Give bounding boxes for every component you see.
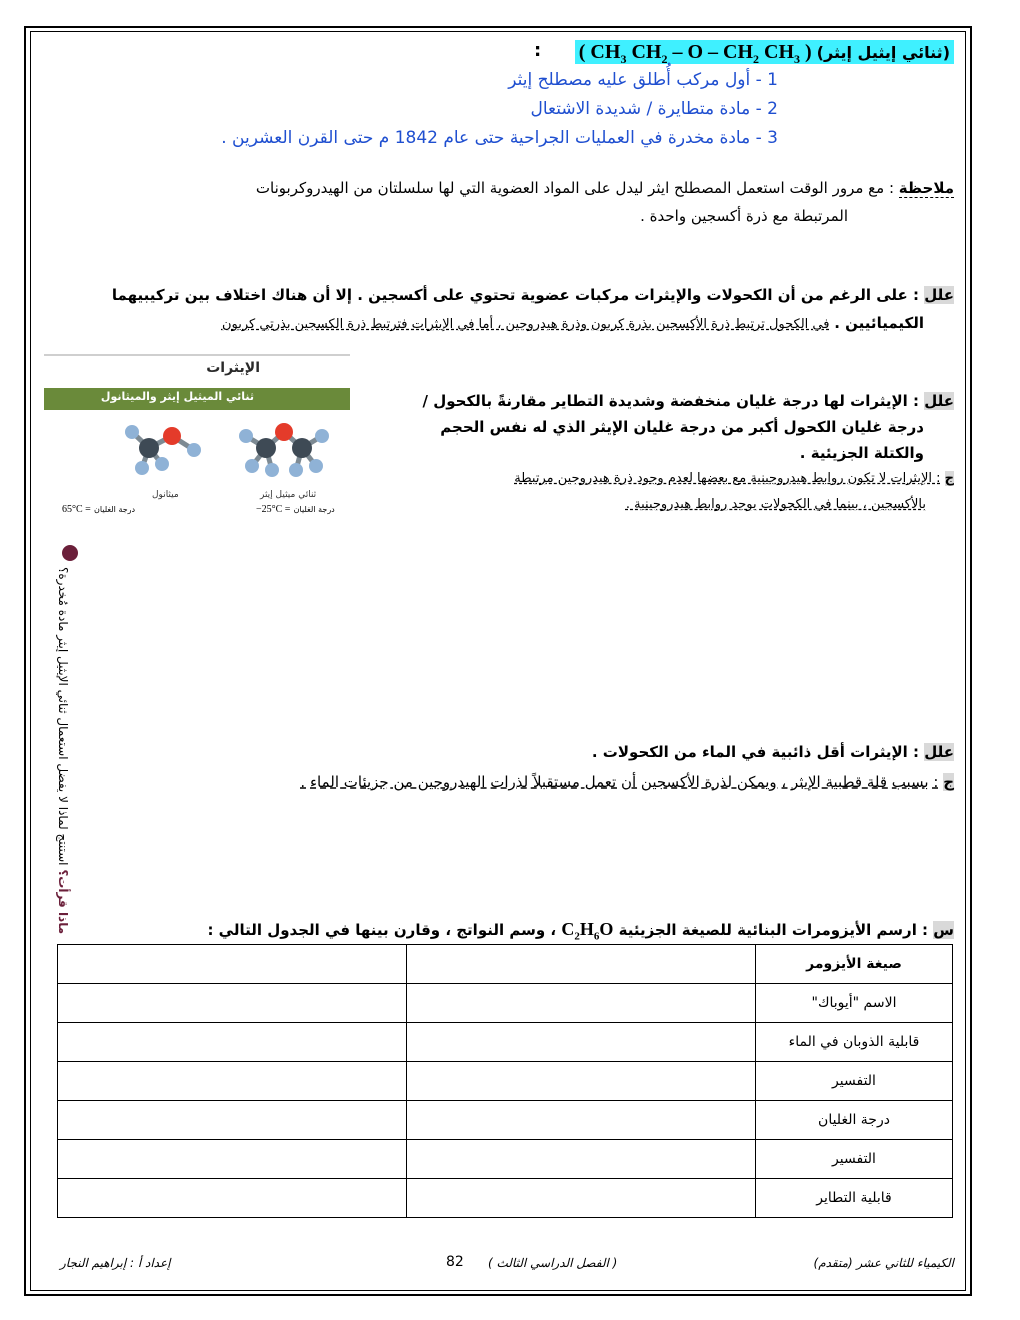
table-cell[interactable] xyxy=(58,1140,407,1179)
question-1 xyxy=(76,281,954,339)
side-note-heading: ماذا قرأت؟ xyxy=(56,869,70,935)
side-note xyxy=(58,545,82,940)
dimethyl-ether-molecule xyxy=(239,423,329,477)
table-row-label: الاسم "أيوباك" xyxy=(756,984,953,1023)
table-row xyxy=(58,1101,953,1140)
table-row xyxy=(58,945,953,984)
table-row xyxy=(58,1140,953,1179)
question-2-answer-2: بالأكسجين ، بينما في الكحولات يوجد روابط هيدروجينية . xyxy=(625,497,926,512)
table-row-label: صيغة الأيزومر xyxy=(756,945,953,984)
question-2-text-3: والكتلة الجزيئية . xyxy=(799,444,924,462)
intro-item: 2 - مادة متطايرة / شديدة الاشتعال xyxy=(530,99,778,119)
header-title: (ثنائي إيثيل إيثر) xyxy=(816,43,950,62)
table-cell[interactable] xyxy=(407,984,756,1023)
table-cell[interactable] xyxy=(58,1062,407,1101)
note-block xyxy=(96,174,954,230)
methanol-bp: 65°C = درجة الغليان xyxy=(62,504,136,515)
table-cell[interactable] xyxy=(58,945,407,984)
table-row-label: قابلية الذوبان في الماء xyxy=(756,1023,953,1062)
table-row-label: التفسير xyxy=(756,1062,953,1101)
footer-author: إعداد أ : إبراهيم النجار xyxy=(60,1256,171,1270)
table-cell[interactable] xyxy=(407,1140,756,1179)
figure-title: الإيثرات xyxy=(206,360,260,376)
question-3-answer: : بسبب قلة قطبية الإيثر ، ويمكن لذرة الأكسجين أن تعمل مستقبلاً لذرات الهيدروجين من جزيئات الماء . xyxy=(300,773,939,791)
methanol-label: ميثانول xyxy=(152,490,179,500)
figure-band: ثنائي الميثيل إيثر والميثانول xyxy=(44,388,350,410)
isomer-comparison-table xyxy=(57,944,953,1218)
table-cell[interactable] xyxy=(58,1023,407,1062)
question-2 xyxy=(380,388,954,518)
question-3-tag: علل xyxy=(924,743,954,761)
table-cell[interactable] xyxy=(58,1179,407,1218)
question-2-tag: علل xyxy=(924,392,954,410)
table-cell[interactable] xyxy=(58,984,407,1023)
intro-item: 1 - أول مركب أُطلق عليه مصطلح إيثر xyxy=(508,70,778,90)
table-row-label: قابلية التطاير xyxy=(756,1179,953,1218)
question-4-text: : ارسم الأيزومرات البنائية للصيغة الجزيئية xyxy=(618,921,929,939)
dimethyl-ether-bp: −25°C = درجة الغليان xyxy=(256,504,335,515)
table-row-label: التفسير xyxy=(756,1140,953,1179)
table-cell[interactable] xyxy=(407,1179,756,1218)
question-1-text: : على الرغم من أن الكحولات والإيثرات مركبات عضوية تحتوي على أكسجين . إلا أن هناك اختلاف بين تركيبيهما xyxy=(111,286,919,304)
methanol-molecule xyxy=(125,425,201,475)
table-cell[interactable] xyxy=(407,945,756,984)
dimethyl-ether-label: ثنائي ميثيل إيثر xyxy=(260,490,317,500)
question-2-answer: : الإيثرات لا تكون روابط هيدروجينية مع بعضها لعدم وجود ذرة هيدروجين مرتبطة xyxy=(514,471,941,486)
note-text-2: المرتبطة مع ذرة أكسجين واحدة . xyxy=(640,207,848,225)
note-text: : مع مرور الوقت استعمل المصطلح ايثر ليدل على المواد العضوية التي لها سلسلتان من الهيدروكربونات xyxy=(255,179,895,197)
question-1-answer: في الكحول ترتبط ذرة الأكسجين بذرة كربون وذرة هيدروجين ، أما في الإيثرات فترتبط ذرة الكسجين بذرتي كربون xyxy=(221,317,830,332)
table-row xyxy=(58,1023,953,1062)
footer xyxy=(60,1256,954,1276)
section-header xyxy=(520,40,954,64)
header-colon: : xyxy=(534,40,542,61)
table-row xyxy=(58,984,953,1023)
table-cell[interactable] xyxy=(407,1101,756,1140)
question-1-tag: علل xyxy=(924,286,954,304)
table-cell[interactable] xyxy=(58,1101,407,1140)
side-note-text: استنتج لماذا لا يفضل استعمال ثنائي الإيثيل إيثر مادة مُخدرة؟ xyxy=(56,567,70,866)
table-cell[interactable] xyxy=(407,1023,756,1062)
page-number: 82 xyxy=(446,1254,464,1270)
question-4-formula: $C_2H_6O$ xyxy=(561,919,614,943)
footer-course: الكيمياء للثاني عشر (متقدم) xyxy=(813,1256,954,1270)
table-row-label: درجة الغليان xyxy=(756,1101,953,1140)
question-3-text: : الإيثرات أقل ذائبية في الماء من الكحولات . xyxy=(591,743,919,761)
question-2-answer-tag: ج xyxy=(944,471,954,486)
table-row xyxy=(58,1062,953,1101)
question-3 xyxy=(160,737,954,797)
intro-list xyxy=(150,66,778,153)
question-2-text-2: درجة غليان الكحول أكبر من درجة غليان الإيثر الذي له نفس الحجم xyxy=(440,418,924,436)
question-2-text: : الإيثرات لها درجة غليان منخفضة وشديدة التطاير مقارنةً بالكحول / xyxy=(422,392,919,410)
table-row xyxy=(58,1179,953,1218)
question-1-text-2: الكيميائيين . xyxy=(834,314,924,332)
footer-term: ( الفصل الدراسي الثالث ) xyxy=(488,1256,618,1270)
question-4-tag: س xyxy=(933,921,954,939)
note-label: ملاحظة xyxy=(898,179,954,197)
table-cell[interactable] xyxy=(407,1062,756,1101)
question-4-text-2: ، وسم النواتج ، وقارن بينها في الجدول التالي : xyxy=(207,921,557,939)
intro-item: 3 - مادة مخدرة في العمليات الجراحية حتى عام 1842 م حتى القرن العشرين . xyxy=(221,128,778,148)
question-3-answer-tag: ج xyxy=(943,773,954,791)
ethers-figure xyxy=(44,354,350,526)
header-formula: ( $CH_3$ $CH_2$ – O – $CH_2$ $CH_3$ ) xyxy=(578,41,817,66)
